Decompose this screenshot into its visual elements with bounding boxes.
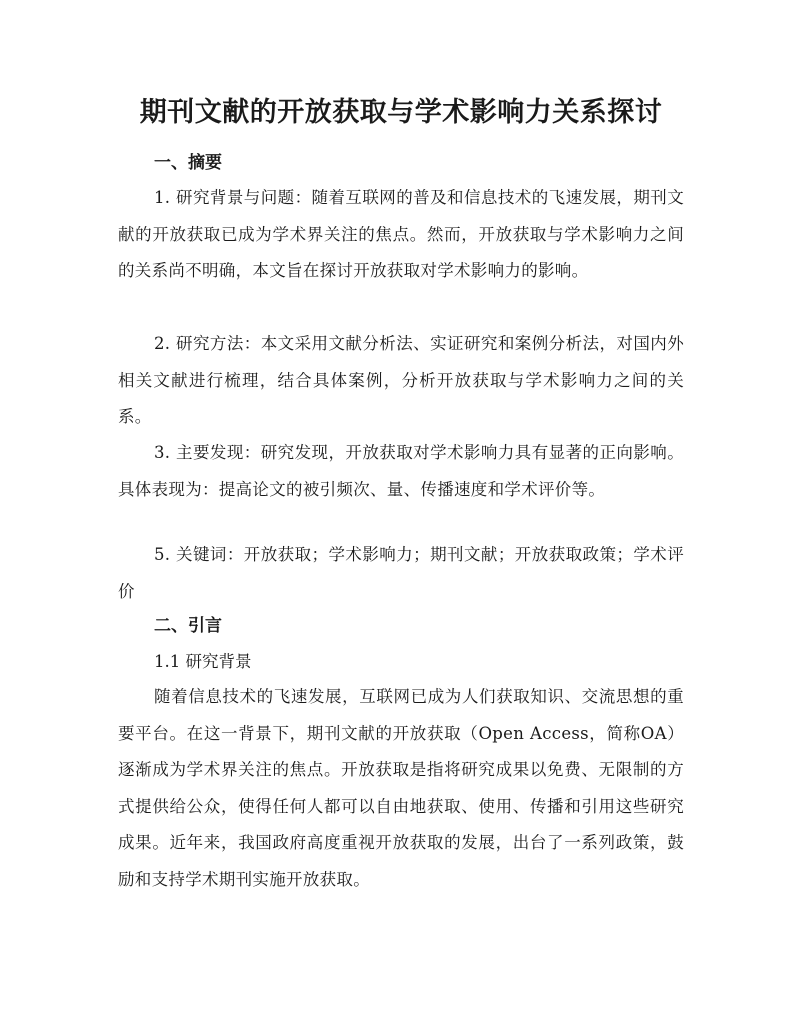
abstract-paragraph-background: 1. 研究背景与问题：随着互联网的普及和信息技术的飞速发展，期刊文献的开放获取已成为学术界关注的焦点。然而，开放获取与学术影响力之间的关系尚不明确，本文旨在探讨开放获取对学术影响力的影响。: [118, 188, 684, 280]
section-heading-introduction: 二、引言: [154, 616, 222, 636]
abstract-paragraph-findings: 3. 主要发现：研究发现，开放获取对学术影响力具有显著的正向影响。具体表现为：提高论文的被引频次、量、传播速度和学术评价等。: [118, 443, 684, 499]
introduction-paragraph: 随着信息技术的飞速发展，互联网已成为人们获取知识、交流思想的重要平台。在这一背景下，期刊文献的开放获取（Open Access，简称OA）逐渐成为学术界关注的焦点。开放获取是指将研究成果以免费、无限制的方式提供给公众，使得任何人都可以自由地获取、使用、传播和引用这些研究成果。近年来，我国政府高度重视开放获取的发展，出台了一系列政策，鼓励和支持学术期刊实施开放获取。: [118, 687, 684, 889]
document-title: 期刊文献的开放获取与学术影响力关系探讨: [139, 97, 663, 128]
section-heading-abstract: 一、摘要: [154, 153, 222, 173]
subsection-heading-research-background: 1.1 研究背景: [154, 652, 252, 671]
abstract-paragraph-methods: 2. 研究方法：本文采用文献分析法、实证研究和案例分析法，对国内外相关文献进行梳理，结合具体案例，分析开放获取与学术影响力之间的关系。: [118, 334, 684, 426]
abstract-paragraph-keywords: 5. 关键词：开放获取；学术影响力；期刊文献；开放获取政策；学术评价: [118, 545, 684, 601]
